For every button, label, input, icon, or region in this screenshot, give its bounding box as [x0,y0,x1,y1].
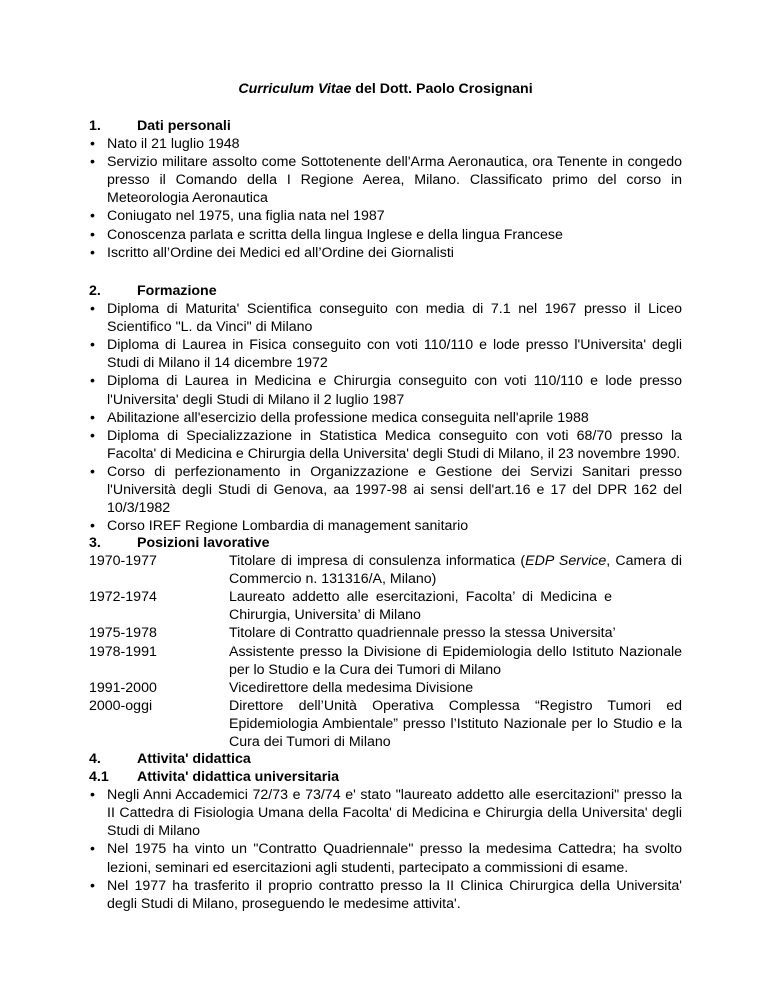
position-years: 1970-1977 [89,553,157,570]
position-description: Assistente presso la Divisione di Epidemiologia dello Istituto Nazionale per lo Studio e la Cura dei Tumori di Milano [229,643,682,678]
personal-data-list [89,135,682,262]
section-heading [89,282,682,300]
position-years: 1975-1978 [89,625,157,642]
section-title: Dati personali [137,118,231,134]
list-item: • Iscritto all’Ordine dei Medici ed all’Ordine dei Giornalisti [89,244,682,262]
position-row [89,679,682,697]
position-years: 1978-1991 [89,643,157,660]
company-name: EDP Service [525,553,607,570]
position-description: Titolare di Contratto quadriennale presso la stessa Universita’ [229,625,616,642]
section-title: Posizioni lavorative [137,535,270,551]
section-heading [89,117,682,135]
list-item: • Corso di perfezionamento in Organizzazione e Gestione dei Servizi Sanitari presso l'Università degli Studi di Genova, aa 1997-98 ai sensi dell'art.16 e 17 del DPR 162 del 10/3/1982 [89,463,682,517]
list-item: • Nel 1977 ha trasferito il proprio contratto presso la II Clinica Chirurgica della Universita' degli Studi di Milano, proseguendo le medesime attivita'. [89,877,682,913]
subsection-title: Attivita' didattica universitaria [137,769,340,786]
subsection-heading [89,768,682,786]
list-item: • Coniugato nel 1975, una figlia nata nel 1987 [89,207,682,225]
title-italic: Curriculum Vitae [238,81,352,97]
position-years: 1972-1974 [89,589,157,606]
position-row [89,588,682,624]
section-personal-data [89,117,682,262]
list-item: • Nato il 21 luglio 1948 [89,135,682,153]
list-item: • Diploma di Specializzazione in Statistica Medica conseguito con voti 68/70 presso la Facolta' di Medicina e Chirurgia della Universita' degli Studi di Milano, il 23 novembre 1990. [89,427,682,463]
section-positions [89,534,682,751]
title-rest: del Dott. Paolo Crosignani [351,81,533,97]
section-number: 1. [89,118,101,134]
list-item: • Diploma di Laurea in Fisica conseguito con voti 110/110 e lode presso l'Universita' degli Studi di Milano il 14 dicembre 1972 [89,336,682,372]
position-row [89,697,682,751]
list-item: • Diploma di Laurea in Medicina e Chirurgia conseguito con voti 110/110 e lode presso l'Universita' degli Studi di Milano il 2 luglio 1987 [89,372,682,408]
position-years: 1991-2000 [89,679,157,696]
list-item: • Nel 1975 ha vinto un "Contratto Quadriennale" presso la medesima Cattedra; ha svolto lezioni, seminari ed esercitazioni agli studenti, partecipato a commissioni di esame. [89,840,682,876]
section-heading [89,534,682,552]
position-row [89,624,682,642]
section-number: 4. [89,751,101,767]
list-item: • Conoscenza parlata e scritta della lingua Inglese e della lingua Francese [89,226,682,244]
position-row [89,643,682,679]
list-item: • Corso IREF Regione Lombardia di management sanitario [89,517,682,535]
education-list [89,300,682,535]
position-description: Titolare di impresa di consulenza informatica (EDP Service, Camera di Commercio n. 131316/A, Milano) [229,553,682,588]
list-item: • Servizio militare assolto come Sottotenente dell'Arma Aeronautica, ora Tenente in congedo presso il Comando della I Regione Aerea, Milano. Classificato primo del corso in Meteorologia Aeronautica [89,153,682,207]
position-years: 2000-oggi [89,697,153,714]
section-teaching [89,750,682,913]
position-description: Laureato addetto alle esercitazioni, Facolta’ di Medicina e Chirurgia, Universita’ di Milano [229,589,612,624]
section-heading [89,750,682,768]
position-description: Vicedirettore della medesima Divisione [229,679,474,696]
section-education [89,282,682,535]
section-number: 2. [89,283,101,299]
subsection-number: 4.1 [89,769,109,786]
list-item: • Abilitazione all'esercizio della professione medica conseguita nell'aprile 1988 [89,409,682,427]
list-item: • Diploma di Maturita' Scientifica conseguito con media di 7.1 nel 1967 presso il Liceo Scientifico "L. da Vinci" di Milano [89,300,682,336]
list-item: • Negli Anni Accademici 72/73 e 73/74 e' stato "laureato addetto alle esercitazioni" presso la II Cattedra di Fisiologia Umana della Facolta' di Medicina e Chirurgia della Universita' degli Studi di Milano [89,786,682,840]
section-title: Formazione [137,283,217,299]
position-row [89,552,682,588]
position-description: Direttore dell’Unità Operativa Complessa “Registro Tumori ed Epidemiologia Ambientale” presso l’Istituto Nazionale per lo Studio e la Cura dei Tumori di Milano [229,697,682,751]
document-title [89,80,682,98]
section-number: 3. [89,535,101,551]
section-title: Attivita' didattica [137,751,251,767]
teaching-list [89,786,682,913]
